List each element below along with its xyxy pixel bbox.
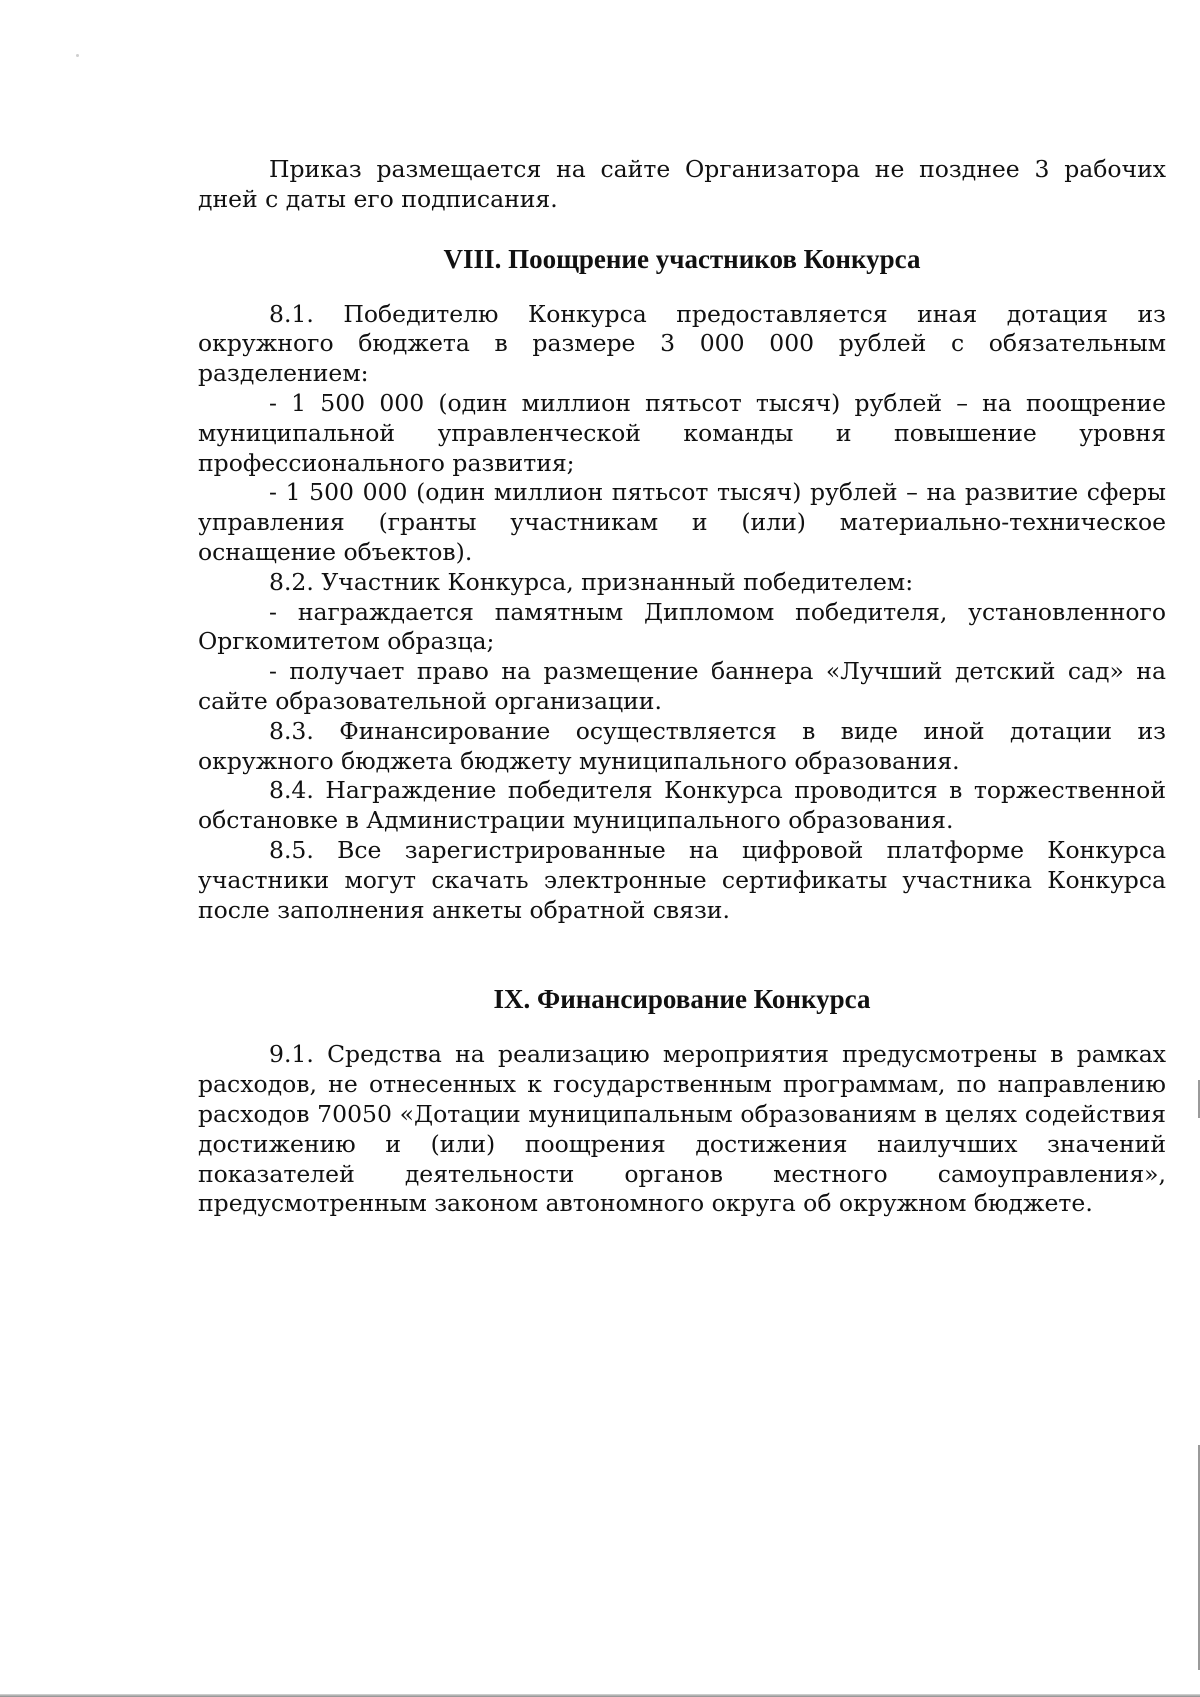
section-8-heading: VIII. Поощрение участников Конкурса bbox=[443, 243, 921, 274]
document-body bbox=[198, 155, 1166, 1219]
paragraph-8-3: 8.3. Финансирование осуществляется в виде иной дотации из окружного бюджета бюджету муниципального образования. bbox=[198, 716, 1166, 775]
paragraph-9-1: 9.1. Средства на реализацию мероприятия предусмотрены в рамках расходов, не отнесенных к государственным программам, по направлению расходов 70050 «Дотации муниципальным образованиям в целях содействия достижению и (или) поощрения достижения наилучших значений показателей деятельности органов местного самоуправления», предусмотренным законом автономного округа об окружном бюджете. bbox=[198, 1040, 1166, 1218]
scan-speck bbox=[76, 54, 79, 57]
paragraph-8-4: 8.4. Награждение победителя Конкурса проводится в торжественной обстановке в Администрации муниципального образования. bbox=[198, 776, 1166, 835]
intro-paragraph: Приказ размещается на сайте Организатора не позднее 3 рабочих дней с даты его подписания. bbox=[198, 155, 1166, 213]
paragraph-8-2-item-1: - награждается памятным Дипломом победителя, установленного Оргкомитетом образца; bbox=[198, 597, 1166, 656]
paragraph-8-1-item-1: - 1 500 000 (один миллион пятьсот тысяч) рублей – на поощрение муниципальной управленческой команды и повышение уровня профессионального развития; bbox=[198, 388, 1166, 477]
paragraph-8-1: 8.1. Победителю Конкурса предоставляется иная дотация из окружного бюджета в размере 3 000 000 рублей с обязательным разделением: bbox=[198, 299, 1166, 388]
paragraph-8-1-item-2: - 1 500 000 (один миллион пятьсот тысяч) рублей – на развитие сферы управления (гранты участникам и (или) материально-техническое оснащение объектов). bbox=[198, 478, 1166, 566]
paragraph-8-5: 8.5. Все зарегистрированные на цифровой платформе Конкурса участники могут скачать электронные сертификаты участника Конкурса после заполнения анкеты обратной связи. bbox=[198, 835, 1166, 924]
section-9-heading: IX. Финансирование Конкурса bbox=[493, 984, 871, 1015]
paragraph-8-2: 8.2. Участник Конкурса, признанный победителем: bbox=[269, 567, 914, 596]
paragraph-8-2-item-2: - получает право на размещение баннера «Лучший детский сад» на сайте образовательной организации. bbox=[198, 657, 1166, 715]
